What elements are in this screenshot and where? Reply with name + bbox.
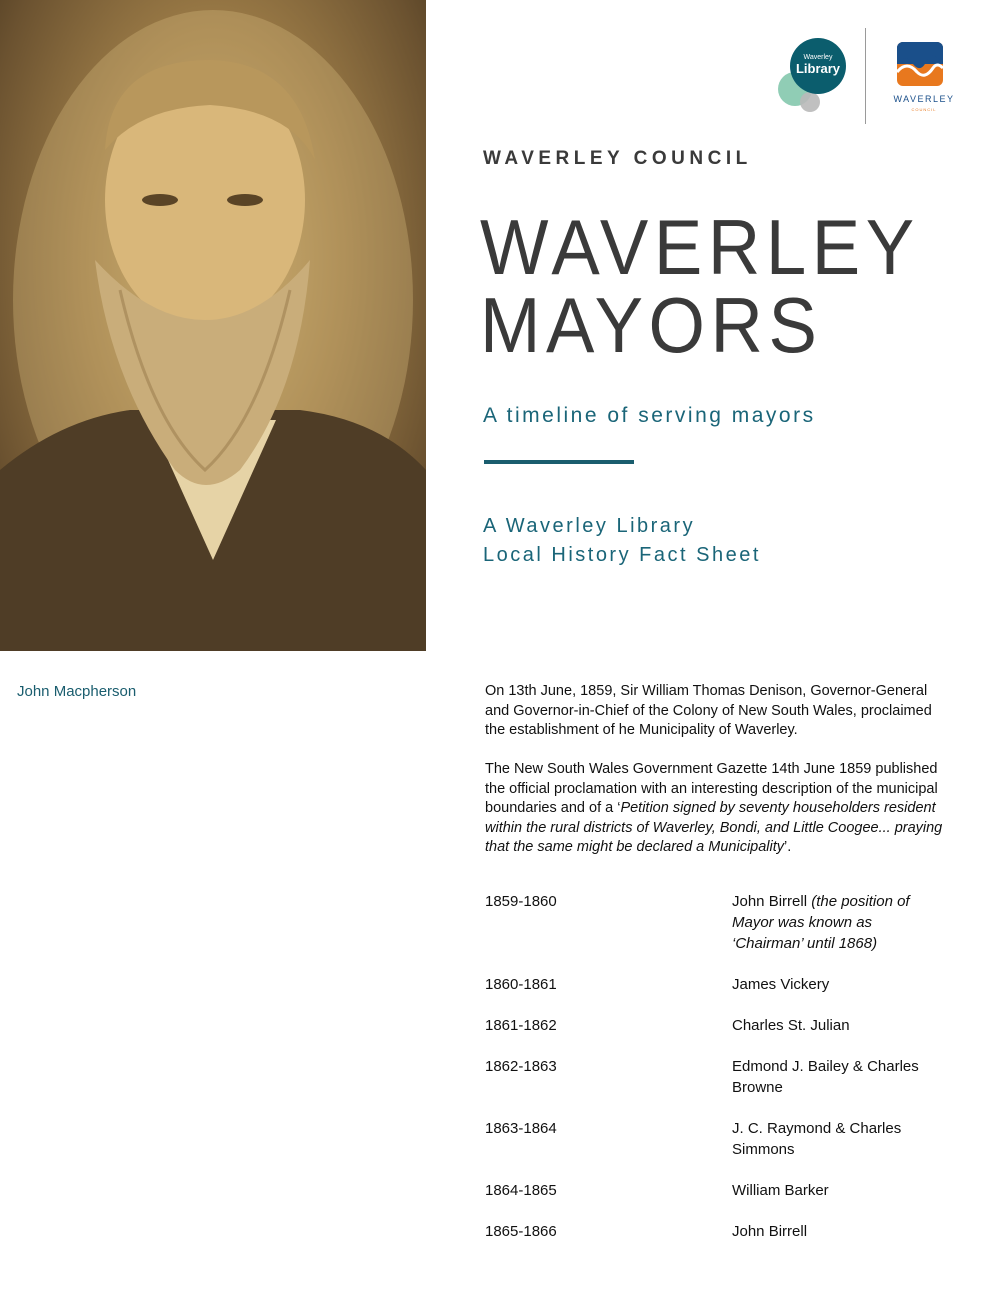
timeline-years: 1864-1865 bbox=[485, 1182, 557, 1199]
timeline-row bbox=[485, 1221, 955, 1242]
intro-p2-end: ’. bbox=[784, 839, 792, 855]
timeline-mayor: Charles St. Julian bbox=[732, 1017, 850, 1034]
library-logo-small-text: Waverley bbox=[803, 54, 833, 61]
timeline-row bbox=[485, 1056, 955, 1098]
mayor-note: (the position of Mayor was known as ‘Chairman’ until 1868) bbox=[732, 893, 910, 952]
timeline-years: 1861-1862 bbox=[485, 1017, 557, 1034]
council-logo-text: WAVERLEY bbox=[893, 94, 955, 104]
library-logo[interactable] bbox=[776, 28, 856, 118]
timeline-row bbox=[485, 1118, 955, 1160]
timeline-mayor: John Birrell bbox=[732, 1223, 808, 1240]
org-heading: WAVERLEY COUNCIL bbox=[483, 148, 752, 169]
intro-paragraph-1: On 13th June, 1859, Sir William Thomas Denison, Governor-General and Governor-in-Chief of the Colony of New South Wales, proclaimed the establishment of he Municipality of Waverley. bbox=[485, 683, 932, 738]
timeline-row bbox=[485, 891, 955, 954]
title-line-1: WAVERLEY bbox=[480, 203, 920, 291]
timeline-years: 1860-1861 bbox=[485, 976, 557, 993]
library-logo-text: Library bbox=[795, 61, 841, 76]
timeline-mayor: James Vickery bbox=[732, 976, 830, 993]
portrait-caption: John Macpherson bbox=[17, 683, 137, 700]
petition-quote: Petition signed by seventy householders resident within the rural districts of Waverley, Bondi, and Little Coogee... praying that the same might be declared a Municipality bbox=[485, 800, 943, 855]
logo-circle-main bbox=[790, 38, 846, 94]
portrait-photo bbox=[0, 0, 426, 651]
timeline-row bbox=[485, 1015, 955, 1036]
timeline-mayor: Edmond J. Bailey & Charles Browne bbox=[732, 1058, 919, 1096]
timeline-row bbox=[485, 974, 955, 995]
intro-p2-start: The New South Wales Government Gazette 14th June 1859 published the official proclamation with an interesting description of the municipal boundaries and of a ‘ bbox=[485, 761, 938, 816]
page-title bbox=[480, 203, 920, 369]
factsheet-line-2: Local History Fact Sheet bbox=[483, 544, 761, 566]
timeline-years: 1859-1860 bbox=[485, 893, 557, 910]
timeline-years: 1862-1863 bbox=[485, 1058, 557, 1075]
factsheet-label bbox=[483, 512, 761, 570]
timeline-years: 1863-1864 bbox=[485, 1120, 557, 1137]
council-logo[interactable] bbox=[884, 42, 954, 122]
timeline-mayor: William Barker bbox=[732, 1182, 829, 1199]
mayor-name: John Birrell bbox=[732, 893, 808, 910]
divider-rule bbox=[484, 460, 634, 464]
title-line-2: MAYORS bbox=[480, 281, 823, 369]
timeline-mayor: J. C. Raymond & Charles Simmons bbox=[732, 1120, 902, 1158]
timeline-years: 1865-1866 bbox=[485, 1223, 557, 1240]
logo-bar bbox=[776, 28, 966, 128]
intro-paragraph-2 bbox=[485, 760, 955, 858]
mayor-timeline bbox=[485, 891, 955, 1262]
factsheet-line-1: A Waverley Library bbox=[483, 515, 696, 537]
timeline-mayor bbox=[732, 891, 932, 954]
timeline-row bbox=[485, 1180, 955, 1201]
logo-circle-grey bbox=[800, 92, 820, 112]
logo-divider bbox=[865, 28, 866, 124]
council-logo-subtext: COUNCIL bbox=[911, 107, 937, 112]
intro-text bbox=[485, 682, 955, 877]
council-wave-icon bbox=[897, 42, 943, 86]
page-subtitle: A timeline of serving mayors bbox=[483, 404, 816, 427]
